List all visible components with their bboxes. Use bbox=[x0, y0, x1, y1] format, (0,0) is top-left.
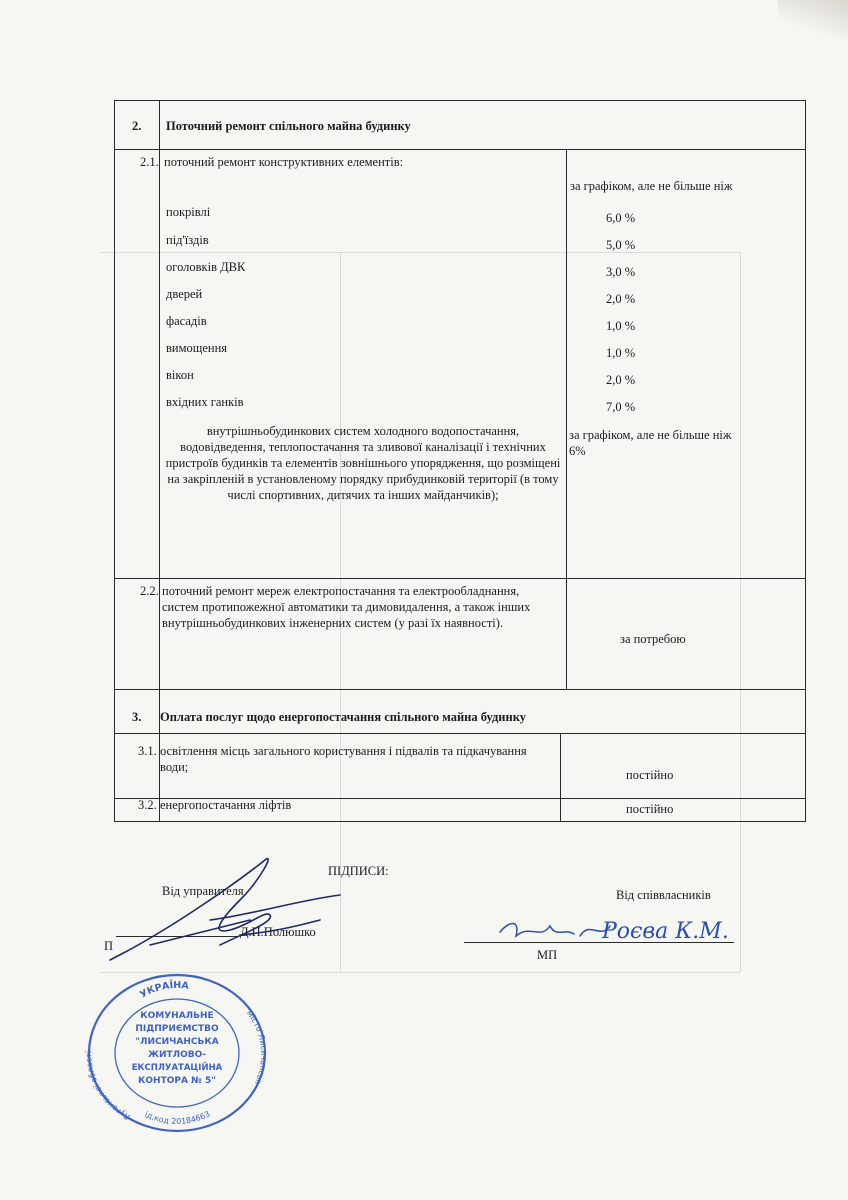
section2-title: Поточний ремонт спільного майна будинку bbox=[166, 119, 411, 133]
element-percent: 1,0 % bbox=[606, 346, 636, 360]
table-rule bbox=[114, 578, 806, 579]
owners-label: Від співвласників bbox=[616, 888, 711, 902]
item-3-1-number: 3.1. bbox=[138, 744, 157, 758]
table-border-left bbox=[114, 100, 115, 822]
element-label: вхідних ганків bbox=[166, 395, 244, 409]
signatures-heading: ПІДПИСИ: bbox=[328, 864, 389, 878]
element-percent: 5,0 % bbox=[606, 238, 636, 252]
stamp-outer-left: Луганської області bbox=[84, 1050, 132, 1122]
table-rule bbox=[114, 733, 806, 734]
official-stamp bbox=[82, 968, 272, 1138]
element-percent: 3,0 % bbox=[606, 265, 636, 279]
stamp-line: ЕКСПЛУАТАЦІЙНА bbox=[131, 1063, 223, 1073]
svg-text:Луганської області bbox=[84, 1051, 132, 1122]
owners-seal-mark: МП bbox=[537, 948, 558, 962]
element-label: фасадів bbox=[166, 314, 207, 328]
element-label: вимощення bbox=[166, 341, 228, 355]
svg-text:місто Лисичанськ bbox=[245, 1009, 268, 1086]
element-label: оголовків ДВК bbox=[166, 260, 246, 274]
element-percent: 7,0 % bbox=[606, 400, 636, 414]
owners-signature bbox=[490, 910, 740, 950]
table-rule bbox=[114, 149, 806, 150]
item-2-1-title: поточний ремонт конструктивних елементів: bbox=[164, 155, 404, 169]
element-label: дверей bbox=[166, 287, 203, 301]
table-col-divider bbox=[566, 149, 567, 689]
table-rule bbox=[114, 689, 806, 690]
stamp-outer-bottom: ід.код 20184663 bbox=[143, 1109, 212, 1126]
element-label: вікон bbox=[166, 368, 194, 382]
systems-schedule: за графіком, але не більше ніж 6% bbox=[569, 428, 732, 458]
stamp-line: "ЛИСИЧАНСЬКА bbox=[135, 1037, 219, 1047]
item-3-1-value: постійно bbox=[626, 768, 674, 782]
table-border-bottom bbox=[114, 821, 806, 822]
stamp-outer-top: УКРАЇНА bbox=[138, 979, 190, 1001]
manager-seal-mark: П bbox=[104, 939, 114, 953]
item-3-1-text: освітлення місць загального користування і підвалів та підкачування води; bbox=[160, 744, 527, 774]
element-label: під'їздів bbox=[166, 233, 209, 247]
table-border-top bbox=[114, 100, 806, 101]
stamp-line: ПІДПРИЄМСТВО bbox=[135, 1024, 219, 1034]
table-col-divider bbox=[560, 733, 561, 822]
section3-number: 3. bbox=[132, 710, 142, 724]
element-percent: 6,0 % bbox=[606, 211, 636, 225]
stamp-line: ЖИТЛОВО- bbox=[147, 1050, 207, 1060]
section2-number: 2. bbox=[132, 119, 142, 133]
element-percent: 1,0 % bbox=[606, 319, 636, 333]
section3-title: Оплата послуг щодо енергопостачання спільного майна будинку bbox=[160, 710, 526, 724]
item-3-2-value: постійно bbox=[626, 802, 674, 816]
svg-text:ід.код 20184663 bbox=[143, 1109, 211, 1126]
systems-description: внутрішньобудинкових систем холодного водопостачання, водовідведення, теплопостачання та зливової каналізації і технічних пристроїв будинків та елементів зовнішнього упорядження, що розміщені на закріпленій в установленому порядку прибудинковій території (в тому числі спортивних, дитячих та інших майданчиків); bbox=[165, 424, 561, 502]
item-3-2-number: 3.2. bbox=[138, 798, 157, 812]
item-3-2-text: енергопостачання ліфтів bbox=[160, 798, 292, 812]
item-2-1-schedule: за графіком, але не більше ніж bbox=[570, 179, 733, 193]
manager-signature bbox=[90, 840, 370, 980]
item-2-1-number: 2.1. bbox=[140, 155, 159, 169]
element-label: покрівлі bbox=[166, 205, 211, 219]
stamp-line: КОМУНАЛЬНЕ bbox=[140, 1011, 214, 1021]
stamp-outer-right: місто Лисичанськ bbox=[244, 1008, 269, 1087]
manager-name: Д.П.Полюшко bbox=[240, 925, 316, 939]
svg-text:УКРАЇНА bbox=[138, 980, 190, 1001]
item-2-2-number: 2.2. bbox=[140, 584, 159, 598]
owners-signature-text: Роєва К.М. bbox=[602, 919, 729, 944]
stamp-line: КОНТОРА № 5" bbox=[138, 1076, 216, 1086]
element-percent: 2,0 % bbox=[606, 373, 636, 387]
table-border-right bbox=[805, 100, 806, 822]
item-2-2-value: за потребою bbox=[620, 632, 686, 646]
scan-shadow bbox=[778, 0, 848, 40]
element-percent: 2,0 % bbox=[606, 292, 636, 306]
manager-label: Від управителя bbox=[162, 884, 244, 898]
item-2-2-text: поточний ремонт мереж електропостачання та електрообладнання, систем протипожежної автоматики та димовидалення, а також інших внутрішньобудинкових інженерних систем (у разі їх наявності). bbox=[162, 584, 531, 630]
